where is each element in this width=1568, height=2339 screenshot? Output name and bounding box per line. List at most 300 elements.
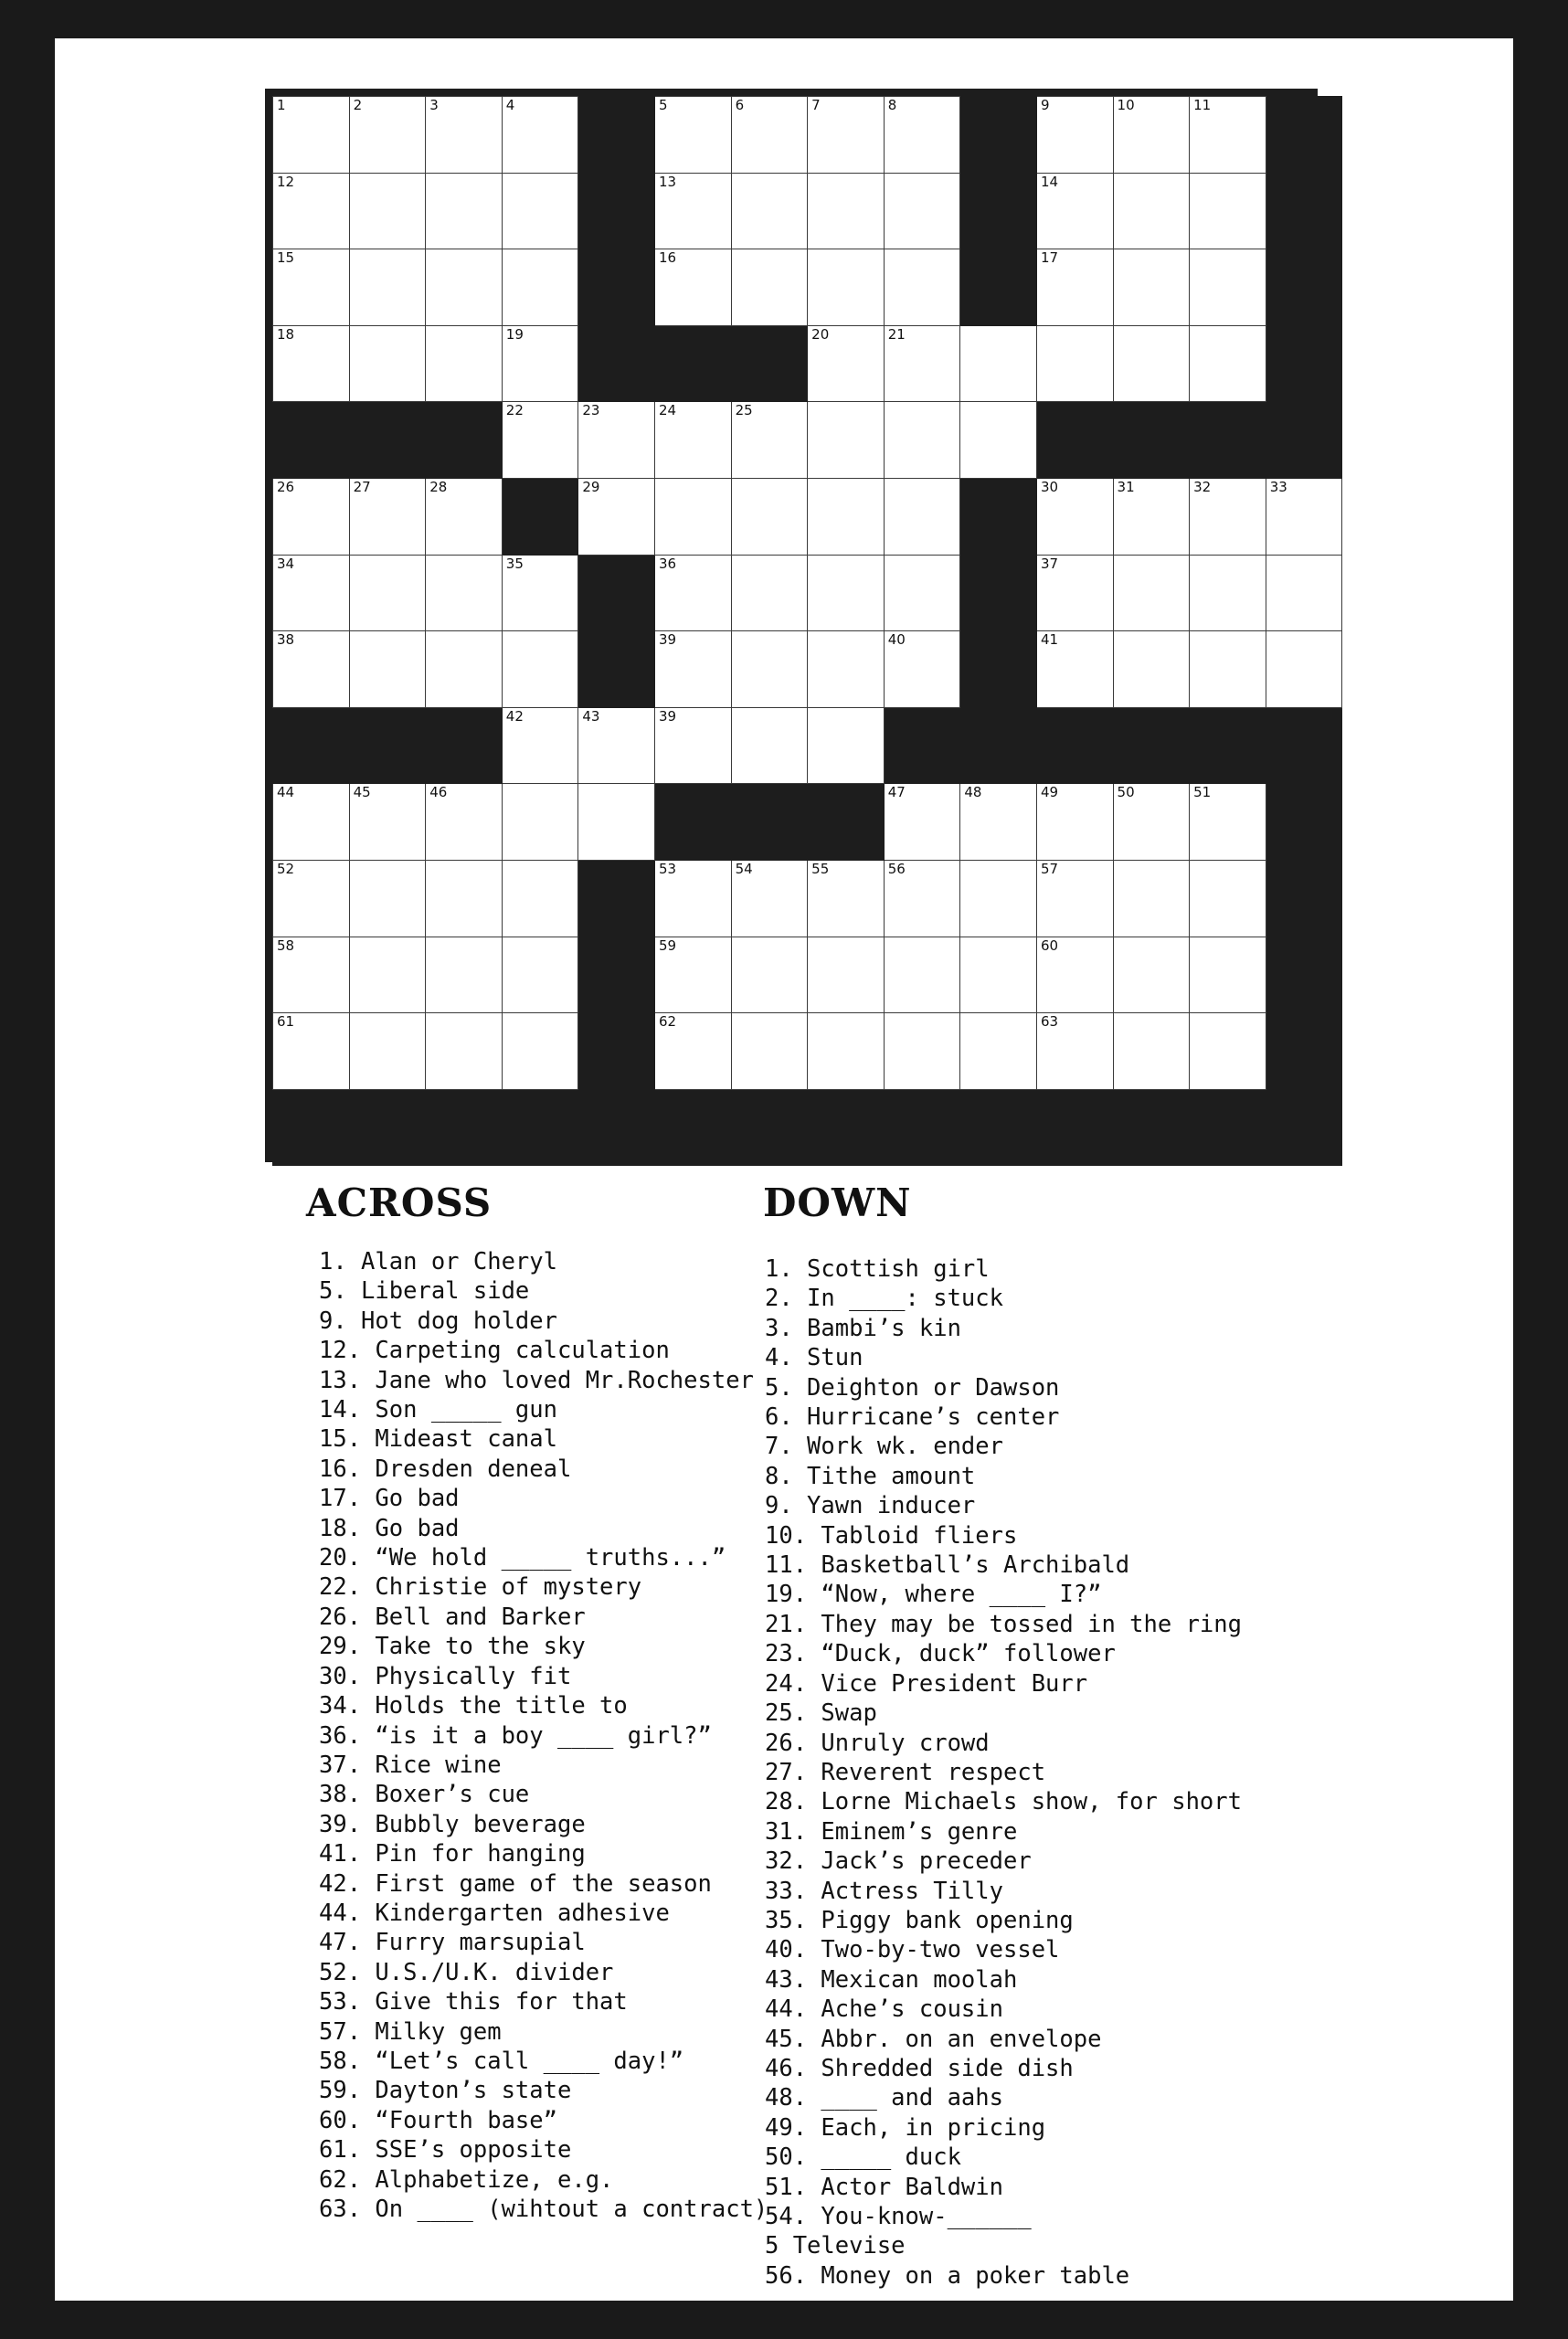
grid-cell-number: 51 — [1193, 784, 1212, 801]
down-clue-item[interactable]: 48. ____ and aahs — [765, 2084, 1003, 2112]
grid-cell[interactable] — [884, 555, 960, 631]
grid-cell[interactable] — [654, 97, 731, 174]
grid-block — [349, 707, 426, 784]
grid-cell-number: 42 — [505, 707, 524, 725]
grid-cell-number: 19 — [505, 325, 524, 343]
grid-block — [578, 937, 655, 1013]
grid-block — [578, 97, 655, 174]
down-clue-item[interactable]: 11. Basketball’s Archibald — [765, 1551, 1130, 1580]
grid-cell[interactable] — [273, 860, 350, 937]
grid-row — [273, 937, 1342, 1013]
grid-cell-number: 30 — [1040, 478, 1059, 495]
grid-cell[interactable] — [273, 631, 350, 708]
grid-cell-number: 8 — [887, 97, 897, 113]
down-clue-item[interactable]: 51. Actor Baldwin — [765, 2173, 1003, 2201]
grid-block — [426, 402, 503, 479]
grid-cell-number: 25 — [735, 402, 753, 419]
grid-cell[interactable] — [273, 249, 350, 326]
grid-cell[interactable] — [1113, 478, 1190, 555]
grid-cell[interactable] — [731, 860, 808, 937]
grid-row — [273, 707, 1342, 784]
down-clue-item[interactable]: 3. Bambi’s kin — [765, 1314, 961, 1342]
grid-cell[interactable] — [349, 631, 426, 708]
grid-cell[interactable] — [731, 1013, 808, 1090]
across-clue-item[interactable]: 59. Dayton’s state — [319, 2077, 572, 2105]
down-clue-item[interactable]: 49. Each, in pricing — [765, 2113, 1046, 2142]
grid-block — [1266, 860, 1342, 937]
grid-cell-number: 7 — [811, 97, 821, 113]
grid-cell-number: 1 — [277, 97, 286, 113]
grid-cell[interactable] — [1036, 631, 1113, 708]
across-clue-item[interactable]: 13. Jane who loved Mr.Rochester — [319, 1366, 754, 1394]
grid-cell[interactable] — [808, 631, 885, 708]
grid-cell[interactable] — [1036, 555, 1113, 631]
down-clue-item[interactable]: 46. Shredded side dish — [765, 2054, 1074, 2082]
grid-cell[interactable] — [731, 631, 808, 708]
grid-row — [273, 249, 1342, 326]
grid-cell[interactable] — [654, 631, 731, 708]
grid-cell[interactable] — [502, 1013, 578, 1090]
grid-cell-number: 47 — [887, 784, 906, 801]
across-clue-item[interactable]: 44. Kindergarten adhesive — [319, 1899, 670, 1927]
grid-cell[interactable] — [1113, 631, 1190, 708]
grid-cell-number: 9 — [1040, 97, 1050, 113]
grid-cell[interactable] — [654, 860, 731, 937]
grid-cell-number: 39 — [658, 631, 677, 649]
down-clue-item[interactable]: 6. Hurricane’s center — [765, 1403, 1060, 1432]
grid-cell[interactable] — [808, 555, 885, 631]
across-clue-item[interactable]: 53. Give this for that — [319, 1988, 628, 2016]
grid-row — [273, 1013, 1342, 1090]
grid-cell-number: 23 — [582, 402, 600, 419]
grid-cell[interactable] — [1190, 784, 1266, 861]
grid-cell[interactable] — [349, 860, 426, 937]
grid-block — [1266, 97, 1342, 174]
grid-cell[interactable] — [884, 860, 960, 937]
grid-cell[interactable] — [349, 784, 426, 861]
grid-cell-number: 13 — [658, 173, 677, 190]
down-clue-item[interactable]: 32. Jack’s preceder — [765, 1847, 1032, 1876]
grid-cell[interactable] — [884, 173, 960, 249]
grid-cell[interactable] — [884, 631, 960, 708]
grid-cell[interactable] — [1113, 784, 1190, 861]
grid-cell[interactable] — [731, 937, 808, 1013]
grid-cell[interactable] — [502, 707, 578, 784]
down-clue-item[interactable]: 56. Money on a poker table — [765, 2261, 1130, 2290]
grid-cell[interactable] — [731, 707, 808, 784]
puzzle-page — [55, 38, 1513, 2301]
grid-cell[interactable] — [1190, 937, 1266, 1013]
grid-cell[interactable] — [502, 249, 578, 326]
down-clue-item[interactable]: 23. “Duck, duck” follower — [765, 1640, 1116, 1668]
down-clue-item[interactable]: 19. “Now, where ____ I?” — [765, 1581, 1102, 1609]
grid-block — [426, 707, 503, 784]
grid-cell[interactable] — [349, 325, 426, 402]
grid-cell[interactable] — [1036, 173, 1113, 249]
grid-cell[interactable] — [960, 937, 1037, 1013]
grid-cell-number: 6 — [735, 97, 745, 113]
down-clue-item[interactable]: 2. In ____: stuck — [765, 1285, 1003, 1313]
grid-cell[interactable] — [1190, 1013, 1266, 1090]
across-clue-item[interactable]: 26. Bell and Barker — [319, 1603, 586, 1631]
across-clue-item[interactable]: 34. Holds the title to — [319, 1692, 628, 1720]
grid-cell-number: 21 — [887, 325, 906, 343]
across-clue-item[interactable]: 16. Dresden deneal — [319, 1455, 572, 1483]
grid-block — [960, 631, 1037, 708]
down-clue-item[interactable]: 44. Ache’s cousin — [765, 1995, 1003, 2024]
grid-cell[interactable] — [426, 478, 503, 555]
grid-block — [960, 478, 1037, 555]
grid-cell[interactable] — [273, 555, 350, 631]
grid-cell[interactable] — [426, 860, 503, 937]
grid-row — [273, 325, 1342, 402]
grid-row — [273, 402, 1342, 479]
grid-cell[interactable] — [426, 937, 503, 1013]
grid-cell-number: 27 — [353, 478, 371, 495]
grid-cell-number: 35 — [505, 555, 524, 572]
grid-cell[interactable] — [654, 937, 731, 1013]
across-clue-item[interactable]: 38. Boxer’s cue — [319, 1781, 530, 1809]
down-heading: DOWN — [763, 1180, 912, 1225]
grid-block — [1266, 937, 1342, 1013]
grid-cell[interactable] — [960, 1013, 1037, 1090]
grid-row — [273, 97, 1342, 174]
across-clue-item[interactable]: 18. Go bad — [319, 1514, 460, 1542]
grid-cell[interactable] — [1113, 97, 1190, 174]
grid-cell-number: 40 — [887, 631, 906, 649]
grid-cell[interactable] — [578, 402, 655, 479]
grid-cell[interactable] — [273, 784, 350, 861]
grid-cell[interactable] — [1266, 631, 1342, 708]
grid-cell[interactable] — [654, 478, 731, 555]
grid-cell-number: 53 — [658, 860, 677, 877]
grid-block — [1113, 1089, 1190, 1166]
grid-cell[interactable] — [884, 97, 960, 174]
grid-cell[interactable] — [1266, 478, 1342, 555]
grid-cell[interactable] — [808, 97, 885, 174]
across-heading: ACROSS — [306, 1180, 493, 1225]
grid-cell[interactable] — [349, 937, 426, 1013]
across-clue-item[interactable]: 58. “Let’s call ____ day!” — [319, 2047, 684, 2075]
down-clue-list — [765, 1247, 1284, 2291]
grid-cell[interactable] — [884, 402, 960, 479]
across-clue-item[interactable]: 12. Carpeting calculation — [319, 1337, 670, 1365]
grid-cell[interactable] — [1036, 784, 1113, 861]
down-clue-item[interactable]: 26. Unruly crowd — [765, 1729, 990, 1757]
grid-cell[interactable] — [426, 249, 503, 326]
down-clue-item[interactable]: 35. Piggy bank opening — [765, 1906, 1074, 1934]
down-clue-item[interactable]: 31. Eminem’s genre — [765, 1817, 1018, 1846]
grid-cell[interactable] — [426, 631, 503, 708]
grid-cell[interactable] — [502, 784, 578, 861]
grid-cell[interactable] — [654, 249, 731, 326]
grid-cell[interactable] — [1036, 937, 1113, 1013]
grid-block — [1113, 402, 1190, 479]
grid-cell-number: 18 — [277, 325, 295, 343]
across-clue-item[interactable]: 60. “Fourth base” — [319, 2106, 557, 2134]
grid-cell-number: 26 — [277, 478, 295, 495]
across-clue-item[interactable]: 62. Alphabetize, e.g. — [319, 2165, 614, 2194]
across-clue-item[interactable]: 63. On ____ (wihtout a contract) — [319, 2196, 768, 2223]
across-clue-item[interactable]: 36. “is it a boy ____ girl?” — [319, 1721, 712, 1750]
grid-row — [273, 1089, 1342, 1166]
across-clue-item[interactable]: 29. Take to the sky — [319, 1633, 586, 1661]
crossword-table[interactable] — [272, 96, 1342, 1166]
grid-cell[interactable] — [1190, 631, 1266, 708]
grid-cell[interactable] — [502, 402, 578, 479]
down-clue-item[interactable]: 50. _____ duck — [765, 2143, 961, 2172]
down-clue-item[interactable]: 25. Swap — [765, 1699, 877, 1728]
grid-cell[interactable] — [349, 1013, 426, 1090]
grid-cell[interactable] — [578, 478, 655, 555]
grid-cell[interactable] — [1113, 555, 1190, 631]
grid-cell[interactable] — [1113, 860, 1190, 937]
grid-cell[interactable] — [349, 97, 426, 174]
grid-cell-number: 17 — [1040, 249, 1059, 267]
grid-cell[interactable] — [273, 325, 350, 402]
grid-cell-number: 32 — [1193, 478, 1212, 495]
across-clue-item[interactable]: 52. U.S./U.K. divider — [319, 1958, 614, 1986]
grid-cell[interactable] — [1036, 325, 1113, 402]
down-clue-item[interactable]: 10. Tabloid fliers — [765, 1521, 1018, 1550]
across-clue-item[interactable]: 37. Rice wine — [319, 1751, 502, 1779]
grid-cell-number: 12 — [277, 173, 295, 190]
across-clue-item[interactable]: 9. Hot dog holder — [319, 1307, 557, 1335]
down-clue-item[interactable]: 28. Lorne Michaels show, for short — [765, 1788, 1242, 1816]
grid-cell-number: 16 — [658, 249, 677, 267]
grid-cell[interactable] — [273, 478, 350, 555]
grid-cell-number: 3 — [429, 97, 439, 113]
grid-cell[interactable] — [426, 1013, 503, 1090]
grid-cell[interactable] — [654, 1013, 731, 1090]
across-clue-list — [319, 1247, 772, 2224]
grid-cell[interactable] — [426, 97, 503, 174]
grid-cell[interactable] — [1036, 97, 1113, 174]
grid-block — [731, 1089, 808, 1166]
grid-cell[interactable] — [808, 478, 885, 555]
grid-cell[interactable] — [884, 249, 960, 326]
grid-cell[interactable] — [731, 478, 808, 555]
down-clue-item[interactable]: 5 Televise — [765, 2232, 906, 2260]
grid-cell[interactable] — [502, 555, 578, 631]
grid-block — [1266, 1089, 1342, 1166]
grid-cell[interactable] — [808, 860, 885, 937]
grid-row — [273, 478, 1342, 555]
grid-cell[interactable] — [349, 478, 426, 555]
grid-block — [1266, 249, 1342, 326]
grid-block — [1190, 1089, 1266, 1166]
grid-cell[interactable] — [731, 555, 808, 631]
grid-cell[interactable] — [1113, 325, 1190, 402]
grid-cell[interactable] — [502, 860, 578, 937]
grid-cell[interactable] — [1190, 173, 1266, 249]
grid-cell[interactable] — [960, 784, 1037, 861]
grid-cell[interactable] — [884, 1013, 960, 1090]
grid-cell[interactable] — [1036, 1013, 1113, 1090]
grid-block — [960, 173, 1037, 249]
grid-cell[interactable] — [349, 249, 426, 326]
grid-cell[interactable] — [808, 173, 885, 249]
grid-cell-number: 56 — [887, 860, 906, 877]
grid-cell-number: 14 — [1040, 173, 1059, 190]
grid-block — [960, 707, 1037, 784]
grid-cell[interactable] — [1190, 249, 1266, 326]
grid-cell[interactable] — [808, 402, 885, 479]
grid-block — [654, 1089, 731, 1166]
grid-cell-number: 29 — [582, 478, 600, 495]
grid-cell[interactable] — [502, 631, 578, 708]
across-clue-item[interactable]: 47. Furry marsupial — [319, 1929, 586, 1957]
grid-cell[interactable] — [731, 249, 808, 326]
grid-cell[interactable] — [502, 325, 578, 402]
grid-block — [426, 1089, 503, 1166]
grid-cell[interactable] — [502, 97, 578, 174]
grid-cell[interactable] — [502, 937, 578, 1013]
across-clue-item[interactable]: 20. “We hold _____ truths...” — [319, 1544, 726, 1572]
grid-block — [1266, 707, 1342, 784]
grid-block — [1266, 1013, 1342, 1090]
down-clue-item[interactable]: 43. Mexican moolah — [765, 1965, 1018, 1994]
down-clue-item[interactable]: 21. They may be tossed in the ring — [765, 1610, 1242, 1638]
down-clue-item[interactable]: 33. Actress Tilly — [765, 1877, 1003, 1905]
grid-cell-number: 61 — [277, 1013, 295, 1031]
grid-cell[interactable] — [1113, 937, 1190, 1013]
across-clue-item[interactable]: 5. Liberal side — [319, 1277, 530, 1306]
across-clue-item[interactable]: 1. Alan or Cheryl — [319, 1248, 557, 1275]
grid-cell[interactable] — [1190, 325, 1266, 402]
grid-cell[interactable] — [808, 707, 885, 784]
grid-cell[interactable] — [884, 325, 960, 402]
across-clue-item[interactable]: 17. Go bad — [319, 1485, 460, 1513]
grid-cell[interactable] — [808, 325, 885, 402]
grid-cell-number: 28 — [429, 478, 448, 495]
grid-cell-number: 45 — [353, 784, 371, 801]
down-clue-item[interactable]: 27. Reverent respect — [765, 1758, 1046, 1786]
across-clue-item[interactable]: 15. Mideast canal — [319, 1425, 557, 1454]
grid-cell[interactable] — [1036, 478, 1113, 555]
grid-cell-number: 49 — [1040, 784, 1059, 801]
grid-cell[interactable] — [960, 402, 1037, 479]
grid-cell[interactable] — [1113, 249, 1190, 326]
grid-cell[interactable] — [1113, 173, 1190, 249]
grid-block — [960, 1089, 1037, 1166]
grid-cell[interactable] — [426, 325, 503, 402]
grid-cell[interactable] — [578, 707, 655, 784]
down-clue-item[interactable]: 8. Tithe amount — [765, 1462, 976, 1490]
down-clue-item[interactable]: 5. Deighton or Dawson — [765, 1373, 1060, 1402]
crossword-grid[interactable] — [265, 89, 1318, 1162]
grid-cell-number: 44 — [277, 784, 295, 801]
grid-cell-number: 22 — [505, 402, 524, 419]
grid-cell[interactable] — [731, 173, 808, 249]
across-clue-item[interactable]: 61. SSE’s opposite — [319, 2136, 572, 2164]
grid-block — [884, 707, 960, 784]
grid-cell[interactable] — [273, 937, 350, 1013]
grid-block — [1036, 402, 1113, 479]
grid-cell[interactable] — [349, 555, 426, 631]
down-clue-item[interactable]: 7. Work wk. ender — [765, 1433, 1003, 1461]
grid-cell[interactable] — [1190, 860, 1266, 937]
grid-cell[interactable] — [273, 1013, 350, 1090]
grid-cell[interactable] — [578, 784, 655, 861]
grid-cell[interactable] — [273, 97, 350, 174]
grid-cell[interactable] — [1266, 555, 1342, 631]
grid-cell[interactable] — [1113, 1013, 1190, 1090]
grid-cell[interactable] — [502, 173, 578, 249]
down-clue-item[interactable]: 24. Vice President Burr — [765, 1669, 1088, 1698]
across-clue-item[interactable]: 42. First game of the season — [319, 1869, 712, 1898]
grid-cell[interactable] — [349, 173, 426, 249]
grid-cell[interactable] — [426, 555, 503, 631]
grid-block — [578, 631, 655, 708]
grid-cell[interactable] — [884, 937, 960, 1013]
grid-cell[interactable] — [808, 937, 885, 1013]
grid-cell[interactable] — [884, 478, 960, 555]
grid-cell-number: 57 — [1040, 860, 1059, 877]
across-clue-item[interactable]: 57. Milky gem — [319, 2017, 502, 2046]
grid-cell-number: 2 — [353, 97, 363, 113]
grid-cell[interactable] — [808, 1013, 885, 1090]
grid-block — [960, 555, 1037, 631]
grid-cell[interactable] — [960, 325, 1037, 402]
grid-cell-number: 33 — [1269, 478, 1287, 495]
grid-cell[interactable] — [731, 97, 808, 174]
down-clue-item[interactable]: 4. Stun — [765, 1344, 863, 1372]
grid-cell[interactable] — [426, 784, 503, 861]
across-clue-item[interactable]: 39. Bubbly beverage — [319, 1810, 586, 1838]
grid-cell-number: 34 — [277, 555, 295, 572]
grid-cell[interactable] — [654, 402, 731, 479]
grid-block — [1113, 707, 1190, 784]
grid-cell[interactable] — [1036, 860, 1113, 937]
down-clue-item[interactable]: 1. Scottish girl — [765, 1255, 990, 1283]
across-clue-item[interactable]: 30. Physically fit — [319, 1662, 572, 1690]
grid-cell[interactable] — [273, 173, 350, 249]
grid-cell[interactable] — [426, 173, 503, 249]
grid-cell-number: 54 — [735, 860, 753, 877]
grid-cell[interactable] — [1190, 97, 1266, 174]
grid-cell[interactable] — [808, 249, 885, 326]
grid-cell[interactable] — [1190, 478, 1266, 555]
down-clue-item[interactable]: 45. Abbr. on an envelope — [765, 2025, 1102, 2053]
grid-block — [1036, 707, 1113, 784]
down-clue-item[interactable]: 9. Yawn inducer — [765, 1492, 976, 1520]
grid-block — [578, 860, 655, 937]
grid-cell-number: 62 — [658, 1013, 677, 1031]
down-clue-item[interactable]: 54. You-know-______ — [765, 2203, 1032, 2230]
grid-cell[interactable] — [884, 784, 960, 861]
grid-block — [654, 325, 731, 402]
grid-cell[interactable] — [654, 707, 731, 784]
grid-cell[interactable] — [960, 860, 1037, 937]
down-clue-item[interactable]: 40. Two-by-two vessel — [765, 1936, 1060, 1964]
grid-cell[interactable] — [1190, 555, 1266, 631]
grid-block — [960, 249, 1037, 326]
grid-block — [578, 325, 655, 402]
grid-cell[interactable] — [1036, 249, 1113, 326]
across-clue-item[interactable]: 22. Christie of mystery — [319, 1573, 642, 1602]
across-clue-item[interactable]: 41. Pin for hanging — [319, 1840, 586, 1868]
grid-cell[interactable] — [654, 555, 731, 631]
grid-block — [273, 402, 350, 479]
grid-cell[interactable] — [654, 173, 731, 249]
grid-cell-number: 50 — [1117, 784, 1135, 801]
grid-cell-number: 20 — [811, 325, 830, 343]
across-clue-item[interactable]: 14. Son _____ gun — [319, 1396, 557, 1424]
grid-cell[interactable] — [731, 402, 808, 479]
grid-cell-number: 60 — [1040, 937, 1059, 954]
grid-block — [349, 402, 426, 479]
